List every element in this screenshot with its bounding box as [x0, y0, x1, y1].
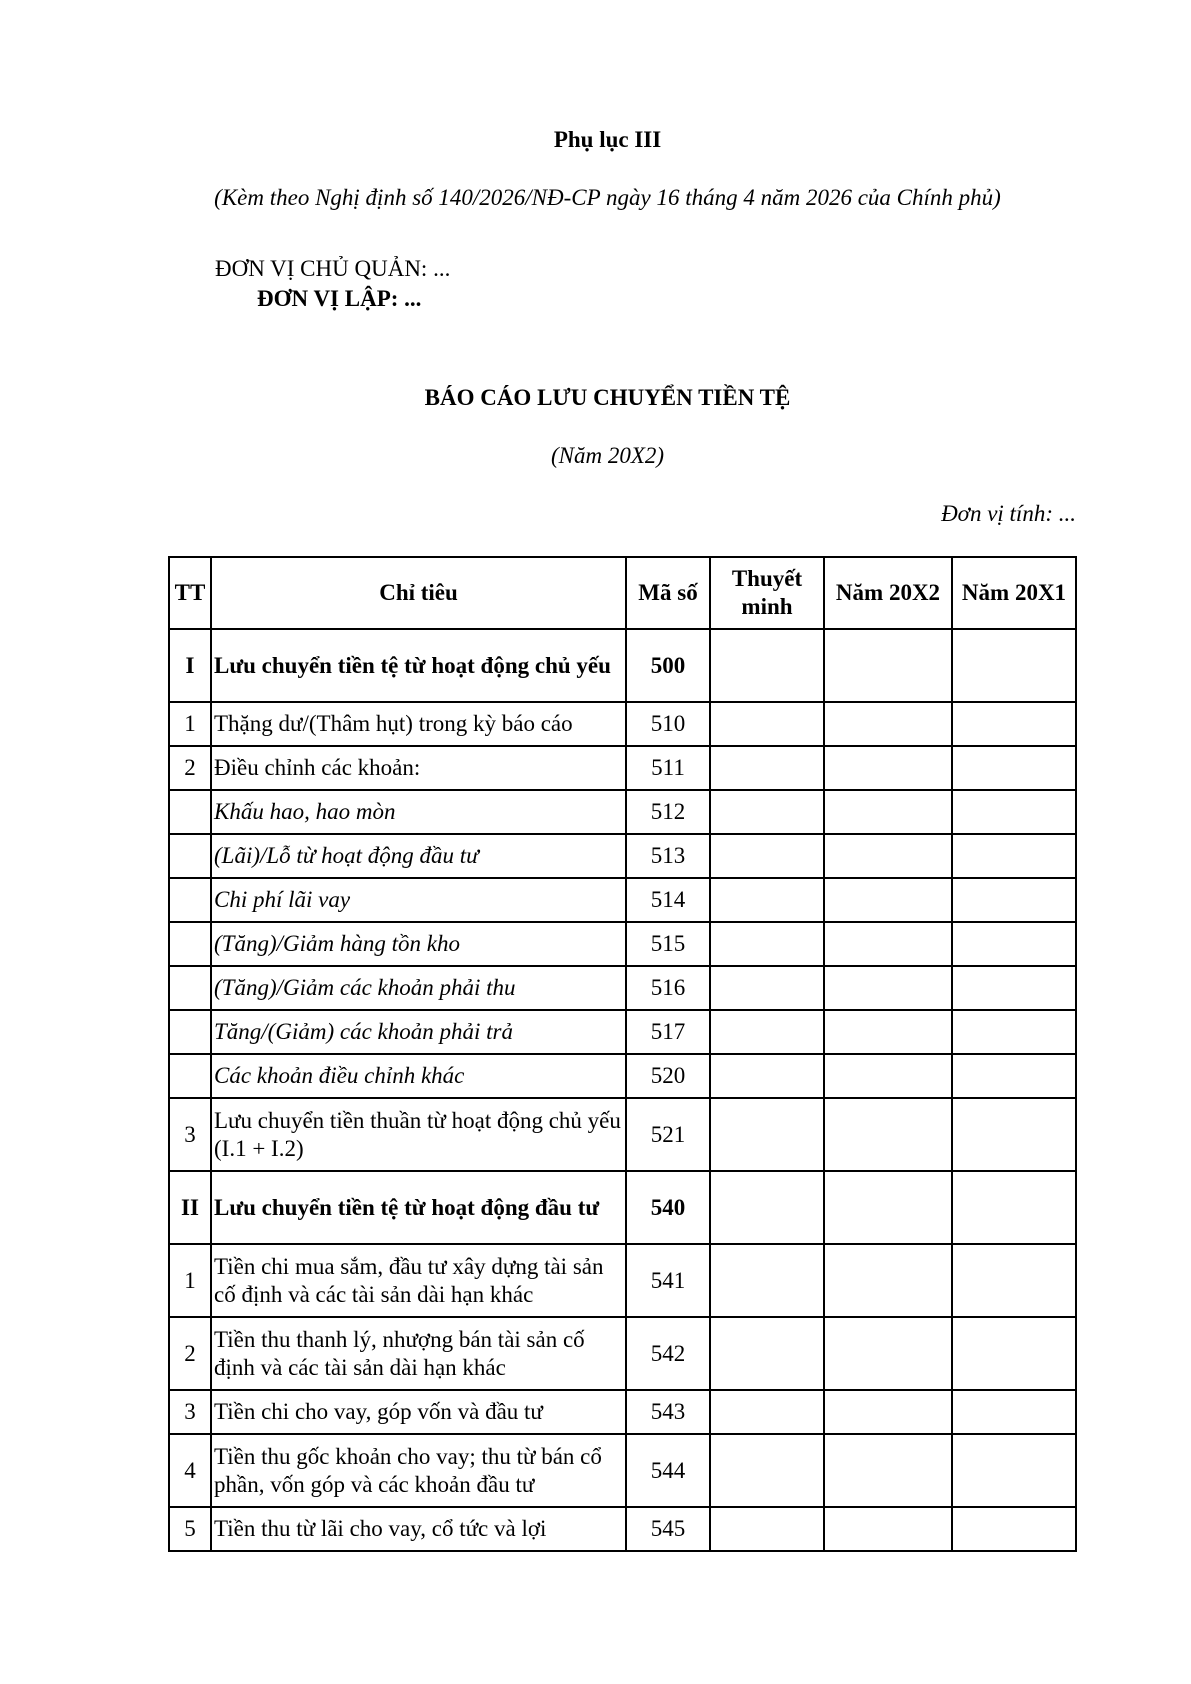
row-note: [710, 1098, 824, 1171]
row-code: 520: [626, 1054, 710, 1098]
row-code: 521: [626, 1098, 710, 1171]
row-indicator: (Tăng)/Giảm hàng tồn kho: [211, 922, 626, 966]
row-year-current: [824, 629, 952, 702]
row-tt: 3: [169, 1098, 211, 1171]
table-row: [169, 834, 1076, 878]
table-row: [169, 922, 1076, 966]
row-note: [710, 1171, 824, 1244]
row-indicator: Khấu hao, hao mòn: [211, 790, 626, 834]
row-note: [710, 1010, 824, 1054]
row-tt: 1: [169, 702, 211, 746]
row-year-previous: [952, 878, 1076, 922]
table-row: [169, 746, 1076, 790]
row-code: 516: [626, 966, 710, 1010]
table-row: [169, 1171, 1076, 1244]
row-indicator: Tiền thu từ lãi cho vay, cổ tức và lợi: [211, 1507, 626, 1551]
row-indicator: Lưu chuyển tiền thuần từ hoạt động chủ yếu (I.1 + I.2): [211, 1098, 626, 1171]
row-indicator: Tiền thu thanh lý, nhượng bán tài sản cố định và các tài sản dài hạn khác: [211, 1317, 626, 1390]
row-tt: 5: [169, 1507, 211, 1551]
row-year-current: [824, 966, 952, 1010]
row-year-previous: [952, 746, 1076, 790]
row-indicator: Lưu chuyển tiền tệ từ hoạt động chủ yếu: [211, 629, 626, 702]
column-header-indicator: Chỉ tiêu: [211, 557, 626, 629]
decree-reference: (Kèm theo Nghị định số 140/2026/NĐ-CP ngày 16 tháng 4 năm 2026 của Chính phủ): [214, 185, 1001, 210]
row-tt: [169, 1010, 211, 1054]
row-year-current: [824, 1054, 952, 1098]
report-year: (Năm 20X2): [550, 443, 665, 468]
row-note: [710, 746, 824, 790]
table-body: [169, 629, 1076, 1551]
unit-label: Đơn vị tính: ...: [941, 501, 1076, 526]
table-row: [169, 1390, 1076, 1434]
row-year-previous: [952, 702, 1076, 746]
table-row: [169, 1010, 1076, 1054]
row-note: [710, 1390, 824, 1434]
row-note: [710, 702, 824, 746]
row-indicator: Tiền chi cho vay, góp vốn và đầu tư: [211, 1390, 626, 1434]
row-code: 544: [626, 1434, 710, 1507]
row-note: [710, 922, 824, 966]
row-year-previous: [952, 1054, 1076, 1098]
row-year-current: [824, 702, 952, 746]
row-tt: [169, 966, 211, 1010]
row-code: 541: [626, 1244, 710, 1317]
row-year-current: [824, 1317, 952, 1390]
row-code: 542: [626, 1317, 710, 1390]
row-year-current: [824, 1390, 952, 1434]
managing-unit: ĐƠN VỊ CHỦ QUẢN: ...: [215, 256, 451, 281]
row-code: 512: [626, 790, 710, 834]
row-indicator: Tiền chi mua sắm, đầu tư xây dựng tài sản cố định và các tài sản dài hạn khác: [211, 1244, 626, 1317]
column-header-year-previous: Năm 20X1: [952, 557, 1076, 629]
row-year-previous: [952, 1244, 1076, 1317]
table-row: [169, 790, 1076, 834]
row-indicator: Tăng/(Giảm) các khoản phải trả: [211, 1010, 626, 1054]
report-title: BÁO CÁO LƯU CHUYỂN TIỀN TỆ: [424, 385, 791, 410]
row-year-previous: [952, 1171, 1076, 1244]
row-year-previous: [952, 790, 1076, 834]
row-code: 545: [626, 1507, 710, 1551]
row-year-previous: [952, 966, 1076, 1010]
table-row: [169, 878, 1076, 922]
row-indicator: Lưu chuyển tiền tệ từ hoạt động đầu tư: [211, 1171, 626, 1244]
row-note: [710, 834, 824, 878]
table-row: [169, 629, 1076, 702]
row-year-previous: [952, 629, 1076, 702]
row-code: 515: [626, 922, 710, 966]
row-tt: [169, 834, 211, 878]
row-code: 514: [626, 878, 710, 922]
row-year-previous: [952, 1317, 1076, 1390]
row-year-previous: [952, 1098, 1076, 1171]
row-tt: 2: [169, 746, 211, 790]
row-tt: 3: [169, 1390, 211, 1434]
row-indicator: Điều chỉnh các khoản:: [211, 746, 626, 790]
row-year-current: [824, 1098, 952, 1171]
row-note: [710, 1317, 824, 1390]
row-year-current: [824, 746, 952, 790]
column-header-code: Mã số: [626, 557, 710, 629]
row-year-previous: [952, 922, 1076, 966]
row-tt: I: [169, 629, 211, 702]
row-tt: 2: [169, 1317, 211, 1390]
row-note: [710, 1054, 824, 1098]
row-note: [710, 1507, 824, 1551]
row-year-current: [824, 790, 952, 834]
row-indicator: Chi phí lãi vay: [211, 878, 626, 922]
row-year-previous: [952, 1390, 1076, 1434]
row-tt: [169, 878, 211, 922]
row-indicator: Thặng dư/(Thâm hụt) trong kỳ báo cáo: [211, 702, 626, 746]
row-indicator: Tiền thu gốc khoản cho vay; thu từ bán cổ phần, vốn góp và các khoản đầu tư: [211, 1434, 626, 1507]
table-header-row: [169, 557, 1076, 629]
table-row: [169, 1317, 1076, 1390]
row-code: 500: [626, 629, 710, 702]
row-tt: [169, 1054, 211, 1098]
row-note: [710, 878, 824, 922]
row-note: [710, 966, 824, 1010]
row-indicator: (Tăng)/Giảm các khoản phải thu: [211, 966, 626, 1010]
row-indicator: (Lãi)/Lỗ từ hoạt động đầu tư: [211, 834, 626, 878]
row-year-current: [824, 1010, 952, 1054]
row-tt: [169, 790, 211, 834]
row-year-previous: [952, 1010, 1076, 1054]
row-year-current: [824, 1244, 952, 1317]
table-row: [169, 1098, 1076, 1171]
table-row: [169, 702, 1076, 746]
row-indicator: Các khoản điều chỉnh khác: [211, 1054, 626, 1098]
row-year-current: [824, 1171, 952, 1244]
row-year-previous: [952, 834, 1076, 878]
table-row: [169, 1054, 1076, 1098]
row-year-current: [824, 834, 952, 878]
table-row: [169, 1434, 1076, 1507]
row-code: 543: [626, 1390, 710, 1434]
row-tt: [169, 922, 211, 966]
row-note: [710, 1244, 824, 1317]
row-tt: 4: [169, 1434, 211, 1507]
table-row: [169, 1244, 1076, 1317]
row-year-previous: [952, 1507, 1076, 1551]
cash-flow-table: [168, 556, 1077, 1552]
row-year-current: [824, 1434, 952, 1507]
row-year-previous: [952, 1434, 1076, 1507]
row-note: [710, 1434, 824, 1507]
row-note: [710, 629, 824, 702]
row-tt: 1: [169, 1244, 211, 1317]
row-code: 540: [626, 1171, 710, 1244]
row-code: 513: [626, 834, 710, 878]
row-code: 517: [626, 1010, 710, 1054]
table-row: [169, 966, 1076, 1010]
row-year-current: [824, 1507, 952, 1551]
row-year-current: [824, 878, 952, 922]
row-code: 510: [626, 702, 710, 746]
row-tt: II: [169, 1171, 211, 1244]
appendix-title: Phụ lục III: [553, 127, 662, 152]
row-code: 511: [626, 746, 710, 790]
row-note: [710, 790, 824, 834]
column-header-tt: TT: [169, 557, 211, 629]
column-header-note: Thuyết minh: [710, 557, 824, 629]
preparing-unit: ĐƠN VỊ LẬP: ...: [257, 286, 422, 311]
row-year-current: [824, 922, 952, 966]
column-header-year-current: Năm 20X2: [824, 557, 952, 629]
table-row: [169, 1507, 1076, 1551]
